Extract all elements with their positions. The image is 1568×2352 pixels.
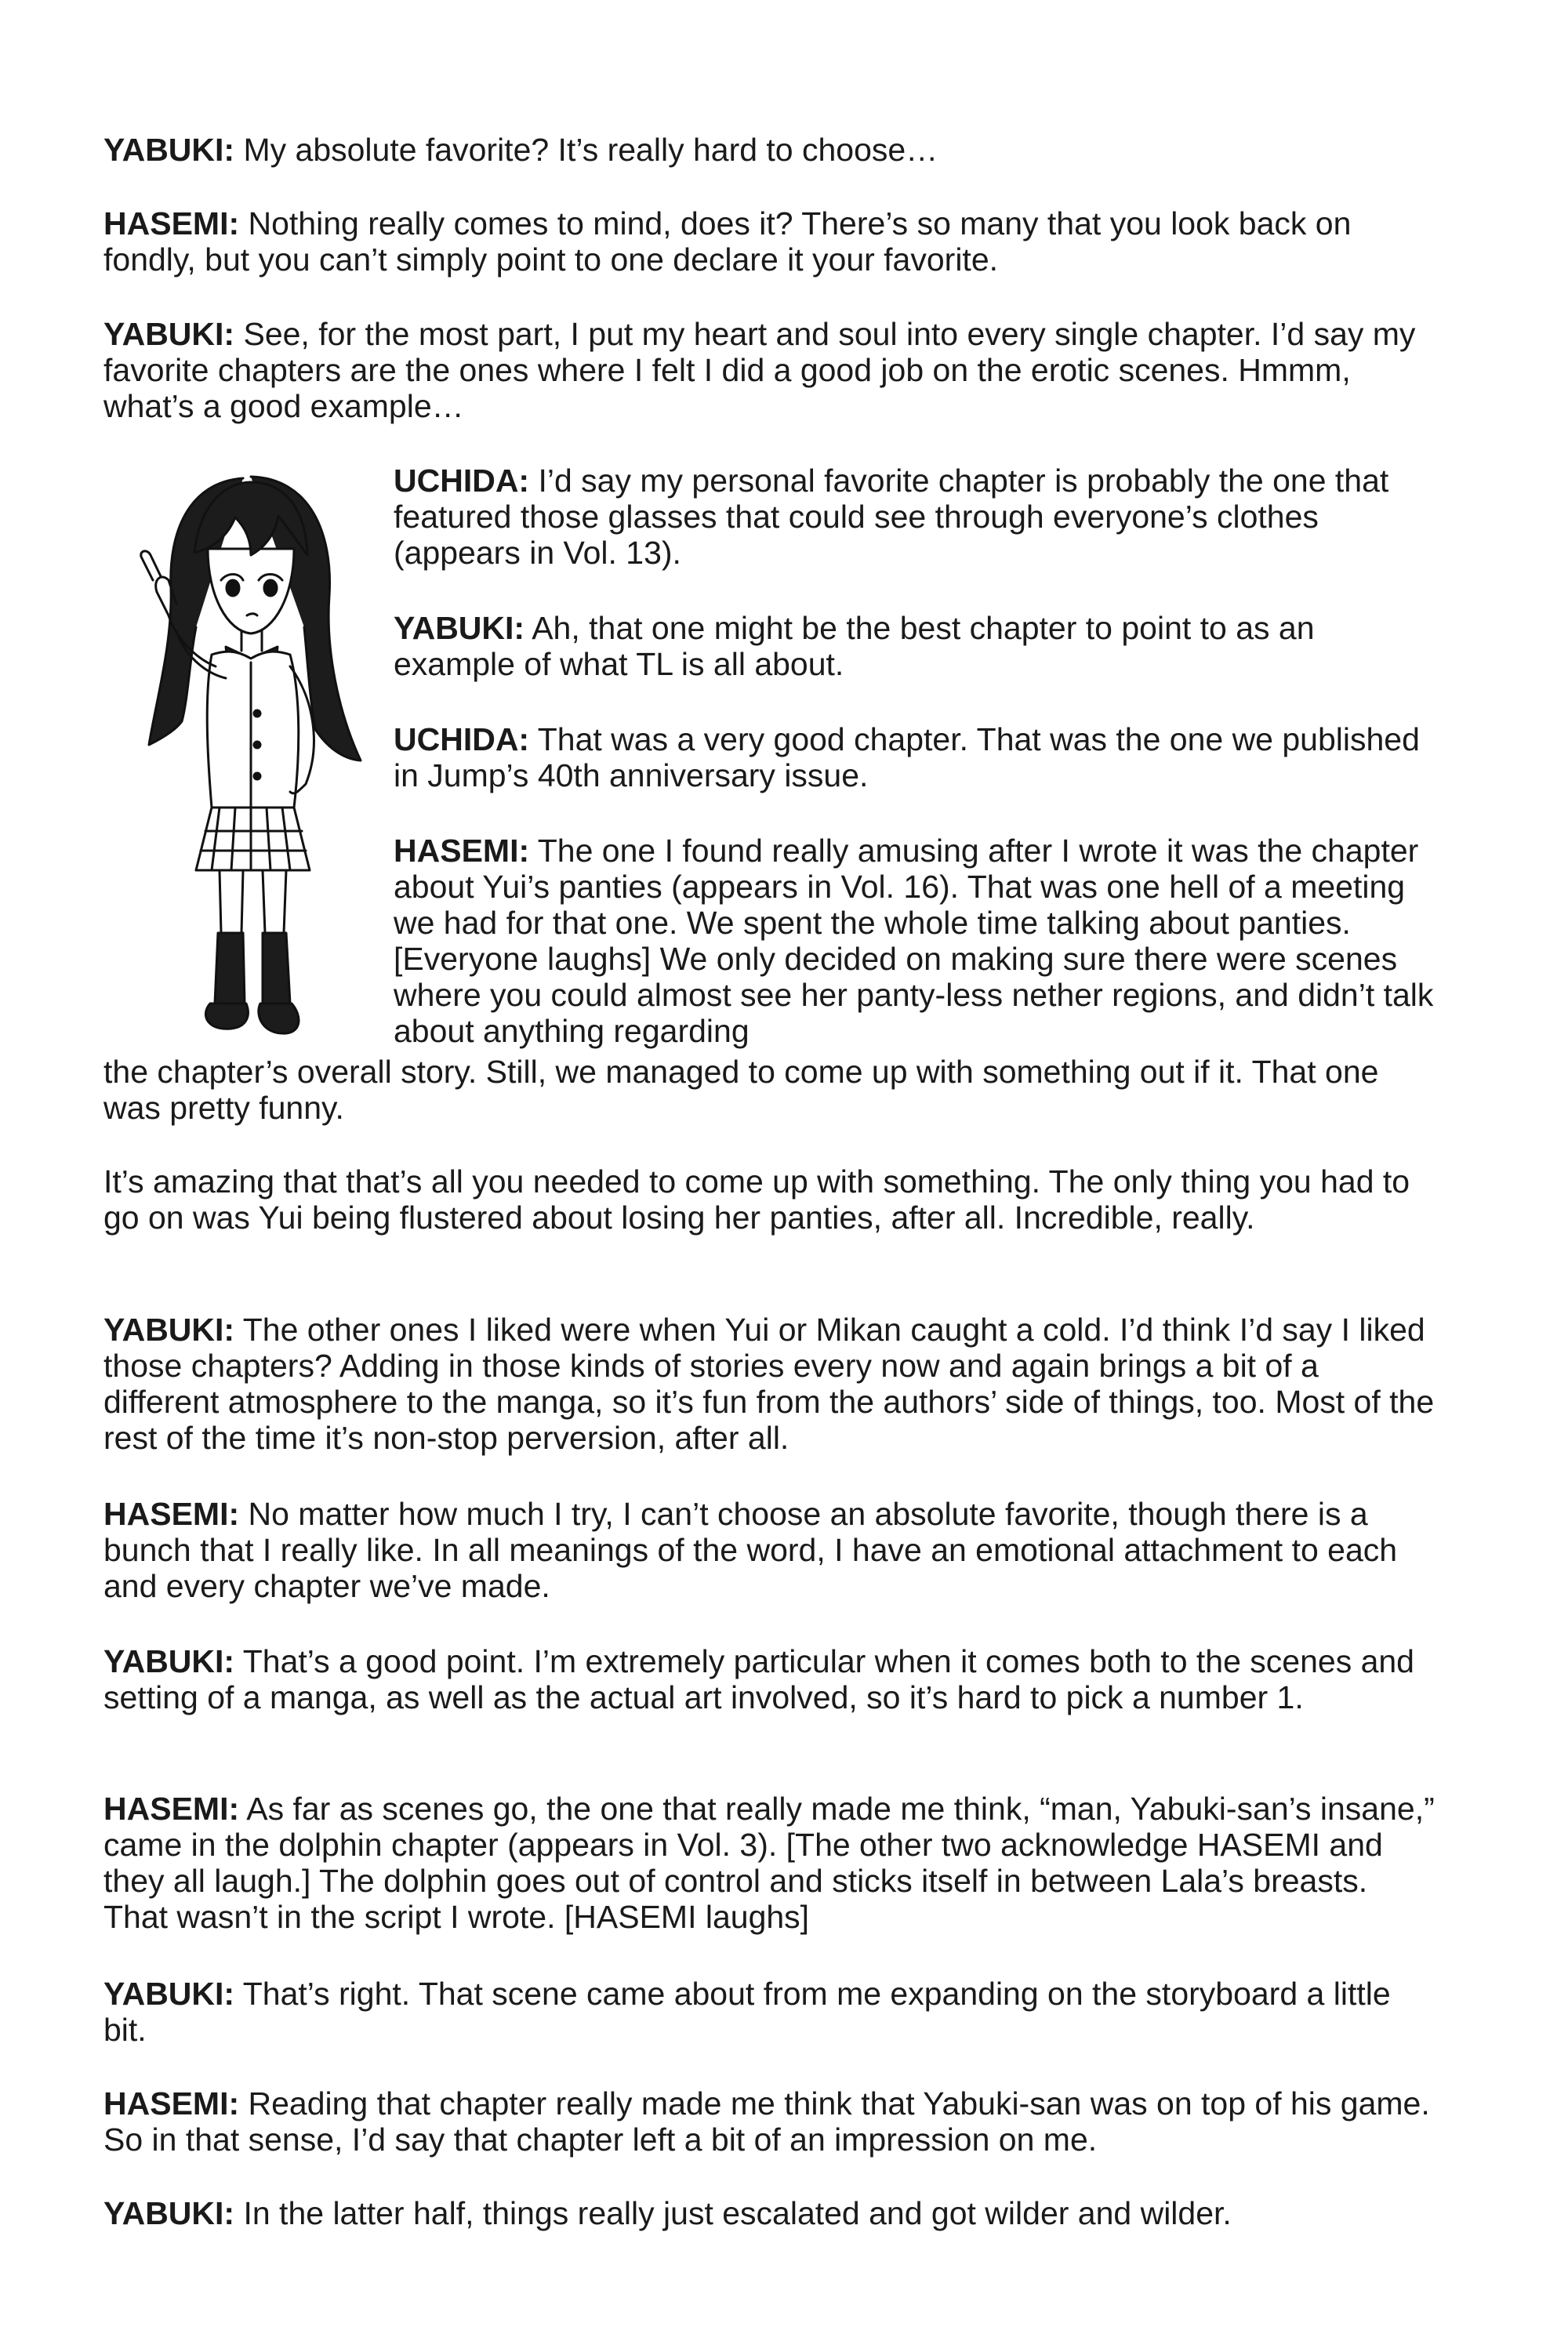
paragraph — [103, 1054, 1436, 1126]
paragraph — [394, 463, 1436, 571]
paragraph — [103, 1643, 1436, 1715]
paragraph-text: That’s right. That scene came about from me expanding on the storyboard a little bit. — [103, 1976, 1391, 2048]
speaker-label: YABUKI: — [103, 132, 235, 168]
speaker-label: HASEMI: — [103, 1496, 240, 1532]
speaker-label: YABUKI: — [103, 316, 235, 352]
paragraph-text: That’s a good point. I’m extremely particular when it comes both to the scenes and setting of a manga, as well as the actual art involved, so it’s hard to pick a number 1. — [103, 1643, 1414, 1715]
speaker-label: YABUKI: — [103, 1976, 235, 2012]
paragraph — [103, 2085, 1436, 2158]
speaker-label: YABUKI: — [394, 610, 525, 646]
paragraph-text: That was a very good chapter. That was the one we published in Jump’s 40th anniversary issue. — [394, 721, 1420, 793]
schoolgirl-illustration — [133, 463, 376, 1043]
paragraph — [103, 2195, 1436, 2231]
paragraph-text: I’d say my personal favorite chapter is probably the one that featured those glasses that could see through everyone’s clothes (appears in Vol. 13). — [394, 463, 1389, 571]
paragraph — [394, 610, 1436, 682]
paragraph — [103, 1976, 1436, 2048]
speaker-label: HASEMI: — [103, 205, 240, 241]
paragraph-text: It’s amazing that that’s all you needed to come up with something. The only thing you had to go on was Yui being flustered about losing her panties, after all. Incredible, really. — [103, 1163, 1410, 1236]
paragraph-text: My absolute favorite? It’s really hard to choose… — [234, 132, 938, 168]
paragraph-text: Reading that chapter really made me think that Yabuki-san was on top of his game. So in that sense, I’d say that chapter left a bit of an impression on me. — [103, 2085, 1430, 2158]
speaker-label: UCHIDA: — [394, 463, 530, 499]
speaker-label: YABUKI: — [103, 2195, 235, 2231]
paragraph — [394, 833, 1436, 1049]
paragraph-text: See, for the most part, I put my heart and soul into every single chapter. I’d say my favorite chapters are the ones where I felt I did a good job on the erotic scenes. Hmmm, what’s a good example… — [103, 316, 1416, 424]
paragraph-text: In the latter half, things really just escalated and got wilder and wilder. — [234, 2195, 1232, 2231]
speaker-label: HASEMI: — [103, 2085, 240, 2122]
paragraph — [103, 205, 1436, 278]
paragraph — [103, 1496, 1436, 1604]
paragraph — [103, 132, 1436, 168]
speaker-label: YABUKI: — [103, 1312, 235, 1348]
paragraph-text: Nothing really comes to mind, does it? There’s so many that you look back on fondly, but you can’t simply point to one declare it your favorite. — [103, 205, 1352, 278]
speaker-label: YABUKI: — [103, 1643, 235, 1679]
paragraph — [103, 1791, 1436, 1935]
paragraph — [394, 721, 1436, 793]
paragraph-text: No matter how much I try, I can’t choose an absolute favorite, though there is a bunch that I really like. In all meanings of the word, I have an emotional attachment to each and every chapter we’ve made. — [103, 1496, 1398, 1604]
paragraph-text: Ah, that one might be the best chapter to point to as an example of what TL is all about. — [394, 610, 1315, 682]
paragraph-text: The other ones I liked were when Yui or Mikan caught a cold. I’d think I’d say I liked those chapters? Adding in those kinds of stories every now and again brings a bit of a different atmosphere to the manga, so it’s fun from the authors’ side of things, too. Most of the rest of the time it’s non-stop perversion, after all. — [103, 1312, 1435, 1456]
paragraph — [103, 1312, 1436, 1456]
speaker-label: UCHIDA: — [394, 721, 530, 757]
paragraph-text: As far as scenes go, the one that really made me think, “man, Yabuki-san’s insane,” came in the dolphin chapter (appears in Vol. 3). [The other two acknowledge HASEMI and they all laugh.] The dolphin goes out of control and sticks itself in between Lala’s breasts. That wasn’t in the script I wrote. [HASEMI laughs] — [103, 1791, 1435, 1935]
paragraph-text: the chapter’s overall story. Still, we managed to come up with something out if it. That one was pretty funny. — [103, 1054, 1379, 1126]
paragraph-text: The one I found really amusing after I wrote it was the chapter about Yui’s panties (appears in Vol. 16). That was one hell of a meeting we had for that one. We spent the whole time talking about panties. [Everyone laughs] We only decided on making sure there were scenes where you could almost see her panty-less nether regions, and didn’t talk about anything regarding — [394, 833, 1434, 1049]
paragraph — [103, 316, 1436, 424]
speaker-label: HASEMI: — [394, 833, 530, 869]
speaker-label: HASEMI: — [103, 1791, 240, 1827]
paragraph — [103, 1163, 1436, 1236]
